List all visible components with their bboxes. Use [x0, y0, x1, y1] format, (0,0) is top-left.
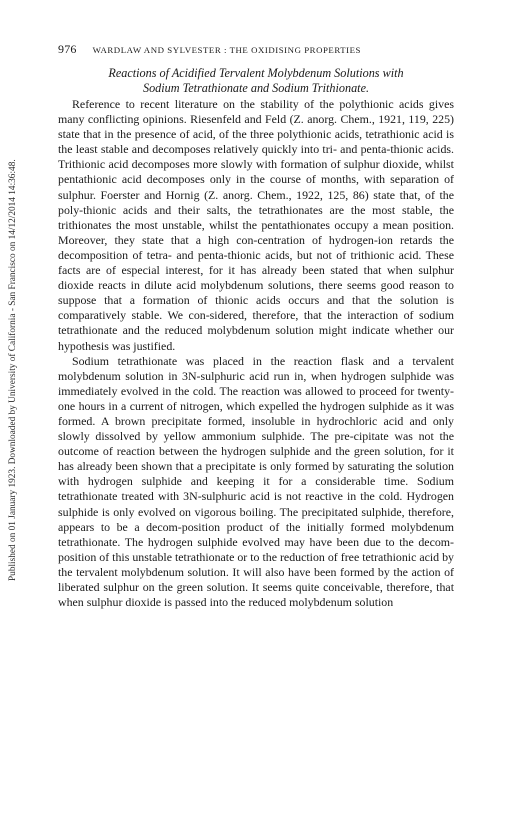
paragraph-2: Sodium tetrathionate was placed in the reaction flask and a tervalent molybdenum solution in 3N-sulphuric acid run in, when hydrogen sulphide was immediately evolved in the cold. The reaction was allowed to proceed for twenty-one hours in a current of nitrogen, which expelled the hydrogen sulphide as it was formed. A brown precipitate formed, insoluble in hydrochloric acid and only slowly dissolved by yellow ammonium sulphide. The pre-cipitate was not the outcome of reaction between the hydrogen sulphide and the green solution, for it has already been shown that a precipitate is only formed by saturating the solution with hydrogen sulphide and keeping it for a considerable time. Sodium tetrathionate treated with 3N-sulphuric acid is not reactive in the cold. Hydrogen sulphide is only evolved on vigorous boiling. The precipitated sulphide, therefore, appears to be a decom-position product of the initially formed molybdenum tetrathionate. The hydrogen sulphide evolved may have been due to the decom-position of this unstable tetrathionate or to the reduction of free tetrathionic acid by the tervalent molybdenum solution. It will also have been formed by the action of liberated sulphur on the green solution. It seems quite conceivable, therefore, that when sulphur dioxide is passed into the reduced molybdenum solution — [58, 353, 454, 610]
running-title: WARDLAW AND SYLVESTER : THE OXIDISING PROPERTIES — [92, 45, 362, 55]
running-header — [58, 42, 454, 57]
paragraph-1: Reference to recent literature on the stability of the polythionic acids gives many conflicting opinions. Riesenfeld and Feld (Z. anorg. Chem., 1921, 119, 225) state that in the presence of acid, of the three polythionic acids, tetrathionic acid is the least stable and decomposes relatively quickly into tri- and penta-thionic acids. Trithionic acid decomposes more slowly with formation of sulphur dioxide, whilst pentathionic acid decomposes only in the course of months, with separation of sulphur. Foerster and Hornig (Z. anorg. Chem., 1922, 125, 86) state that, of the poly-thionic acids and their salts, the tetrathionates are the most stable, the trithionates the most unstable, whilst the pentathionates occupy a mean position. Moreover, they state that a high con-centration of hydrogen-ion retards the decomposition of tetra- and penta-thionic acids, but not of trithionic acid. These facts are of especial interest, for it has already been stated that when sulphur dioxide reacts in dilute acid molybdenum solutions, there seems good reason to suppose that a formation of thionic acids occurs and that the solution is comparatively stable. We con-sidered, therefore, that the interaction of sodium tetrathionate and the reduced molybdenum solution might indicate whether our hypothesis was justified. — [58, 97, 454, 353]
download-margin-note: Published on 01 January 1923. Downloaded by University of California - San Francisco on 14/12/2014 14:36:48. — [8, 159, 18, 581]
section-title — [58, 66, 454, 96]
section-title-line-2: Sodium Tetrathionate and Sodium Trithionate. — [142, 81, 370, 95]
journal-page — [58, 42, 454, 610]
page-number: 976 — [58, 42, 77, 56]
section-title-line-1: Reactions of Acidified Tervalent Molybdenum Solutions with — [108, 66, 404, 80]
